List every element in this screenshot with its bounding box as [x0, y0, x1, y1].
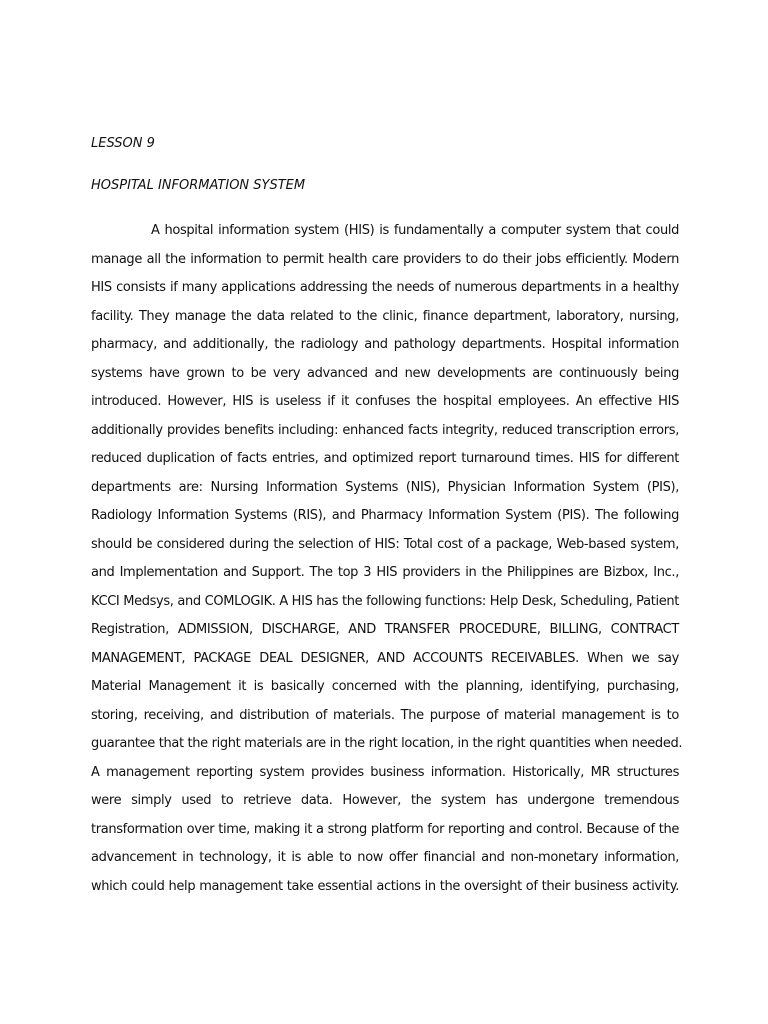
paragraph-line: A management reporting system provides business information. Historically, MR structures [91, 764, 679, 780]
paragraph-line: reduced duplication of facts entries, and optimized report turnaround times. HIS for different [91, 451, 679, 466]
body-paragraph [91, 217, 683, 901]
paragraph-line: advancement in technology, it is able to now offer financial and non-monetary information, [91, 850, 679, 865]
paragraph-line: should be considered during the selection of HIS: Total cost of a package, Web-based system, [91, 536, 679, 552]
paragraph-line: Material Management it is basically concerned with the planning, identifying, purchasing, [91, 679, 679, 694]
paragraph-line: additionally provides benefits including: enhanced facts integrity, reduced transcription errors, [91, 422, 679, 438]
paragraph-line: storing, receiving, and distribution of materials. The purpose of material management is to [91, 707, 679, 723]
document-title: HOSPITAL INFORMATION SYSTEM [91, 178, 306, 193]
paragraph-line: which could help management take essential actions in the oversight of their business activity. [91, 878, 679, 894]
paragraph-line: Radiology Information Systems (RIS), and Pharmacy Information System (PIS). The following [91, 508, 679, 523]
paragraph-line: pharmacy, and additionally, the radiology and pathology departments. Hospital information [91, 337, 679, 352]
paragraph-line: HIS consists if many applications addressing the needs of numerous departments in a healthy [91, 280, 679, 295]
paragraph-line: facility. They manage the data related to the clinic, finance department, laboratory, nursing, [91, 308, 679, 324]
paragraph-line: systems have grown to be very advanced and new developments are continuously being [91, 365, 679, 381]
paragraph-line: were simply used to retrieve data. However, the system has undergone tremendous [91, 793, 679, 808]
paragraph-line: KCCI Medsys, and COMLOGIK. A HIS has the following functions: Help Desk, Scheduling, Patient [91, 593, 679, 609]
paragraph-line: MANAGEMENT, PACKAGE DEAL DESIGNER, AND ACCOUNTS RECEIVABLES. When we say [91, 650, 679, 666]
paragraph-line: departments are: Nursing Information Systems (NIS), Physician Information System (PIS), [91, 479, 679, 495]
paragraph-line: manage all the information to permit health care providers to do their jobs efficiently. Modern [91, 251, 679, 267]
paragraph-line: A hospital information system (HIS) is fundamentally a computer system that could [151, 223, 679, 238]
paragraph-line: transformation over time, making it a strong platform for reporting and control. Because of the [91, 821, 679, 837]
lesson-label: LESSON 9 [91, 136, 155, 151]
paragraph-line: Registration, ADMISSION, DISCHARGE, AND TRANSFER PROCEDURE, BILLING, CONTRACT [91, 622, 679, 637]
paragraph-line: introduced. However, HIS is useless if it confuses the hospital employees. An effective HIS [91, 394, 679, 409]
paragraph-line: guarantee that the right materials are in the right location, in the right quantities when needed. [91, 736, 683, 751]
paragraph-line: and Implementation and Support. The top 3 HIS providers in the Philippines are Bizbox, Inc., [91, 565, 679, 580]
